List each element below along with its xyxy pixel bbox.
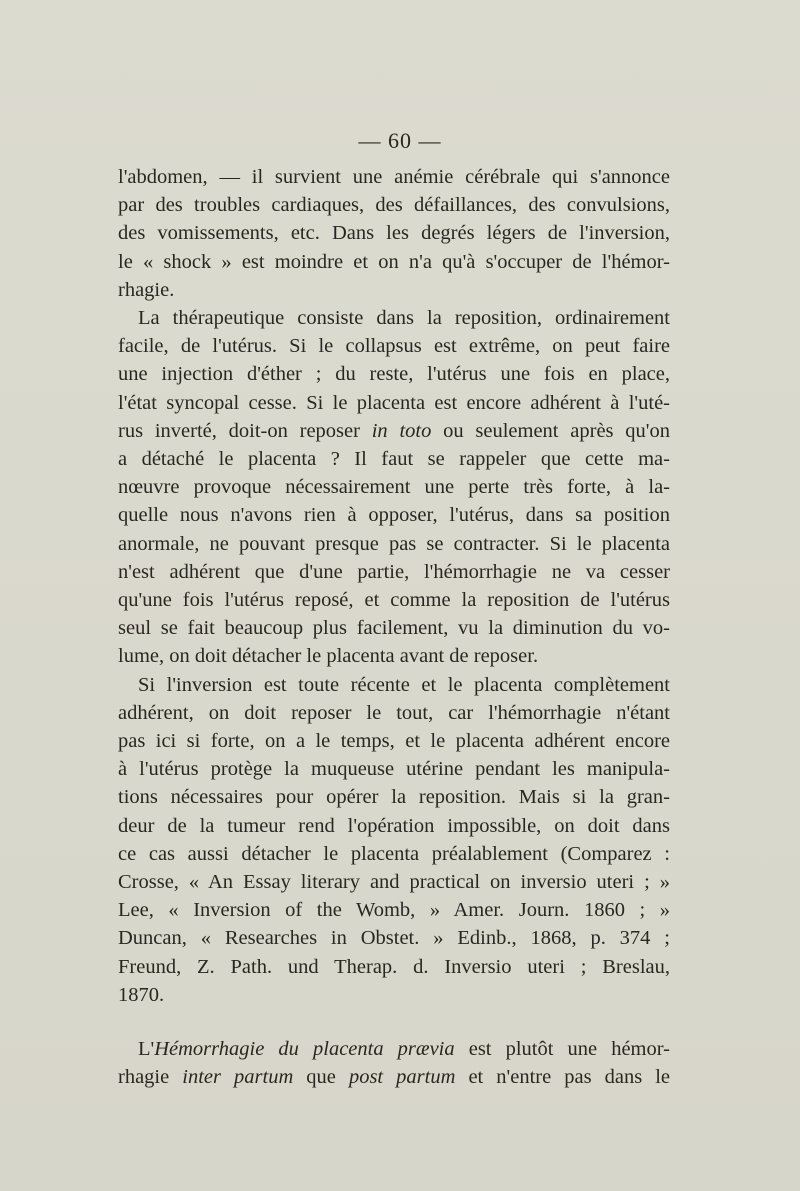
text-line: l'état syncopal cesse. Si le placenta est encore adhérent à l'uté- [118,391,670,414]
paragraph [118,163,670,304]
text-line: Si l'inversion est toute récente et le placenta complètement [138,673,670,696]
text-line: L'Hémorrhagie du placenta prævia est plutôt une hémor- [138,1038,670,1061]
text-line: La thérapeutique consiste dans la reposition, ordinairement [138,307,670,330]
text-line: Duncan, « Researches in Obstet. » Edinb., 1868, p. 374 ; [118,927,670,950]
text-line: l'abdomen, — il survient une anémie cérébrale qui s'annonce [118,166,670,188]
text-line: n'est adhérent que d'une partie, l'hémorrhagie ne va cesser [118,560,670,583]
text-line: nœuvre provoque nécessairement une perte très forte, à la- [118,476,670,499]
text-line: adhérent, on doit reposer le tout, car l'hémorrhagie n'étant [118,701,670,724]
text-line: seul se fait beaucoup plus facilement, vu la diminution du vo- [118,617,670,640]
text-line: 1870. [118,983,165,1006]
text-line: rhagie inter partum que post partum et n'entre pas dans le [118,1066,671,1089]
text-line: Lee, « Inversion of the Womb, » Amer. Journ. 1860 ; » [118,899,670,922]
text-line: Freund, Z. Path. und Therap. d. Inversio uteri ; Breslau, [118,955,670,978]
paragraph [118,1035,670,1091]
body-text [118,163,670,1092]
paragraph [118,304,670,671]
text-line: par des troubles cardiaques, des défaillances, des convulsions, [118,194,670,217]
paragraph [118,671,670,1009]
text-line: pas ici si forte, on a le temps, et le placenta adhérent encore [118,730,670,753]
text-line: deur de la tumeur rend l'opération impossible, on doit dans [118,814,670,837]
text-line: anormale, ne pouvant presque pas se contracter. Si le placenta [118,532,670,555]
text-line: tions nécessaires pour opérer la reposition. Mais si la gran- [118,786,670,809]
text-line: une injection d'éther ; du reste, l'utérus une fois en place, [118,363,670,386]
text-line: lume, on doit détacher le placenta avant de reposer. [118,645,539,668]
text-line: des vomissements, etc. Dans les degrés légers de l'inversion, [118,222,670,245]
text-line: rhagie. [118,278,175,301]
text-line: à l'utérus protège la muqueuse utérine pendant les manipula- [118,758,670,781]
text-line: a détaché le placenta ? Il faut se rappeler que cette ma- [118,448,670,471]
text-line: rus inverté, doit-on reposer in toto ou seulement après qu'on [118,419,670,442]
text-line: qu'une fois l'utérus reposé, et comme la reposition de l'utérus [118,589,670,612]
page-number: — 60 — [358,128,442,153]
text-line: ce cas aussi détacher le placenta préalablement (Comparez : [118,842,670,865]
text-line: le « shock » est moindre et on n'a qu'à s'occuper de l'hémor- [118,250,670,273]
text-line: facile, de l'utérus. Si le collapsus est extrême, on peut faire [118,335,670,358]
paragraph-gap [118,1009,670,1035]
text-line: quelle nous n'avons rien à opposer, l'utérus, dans sa position [118,504,670,527]
text-line: Crosse, « An Essay literary and practical on inversio uteri ; » [118,871,670,894]
